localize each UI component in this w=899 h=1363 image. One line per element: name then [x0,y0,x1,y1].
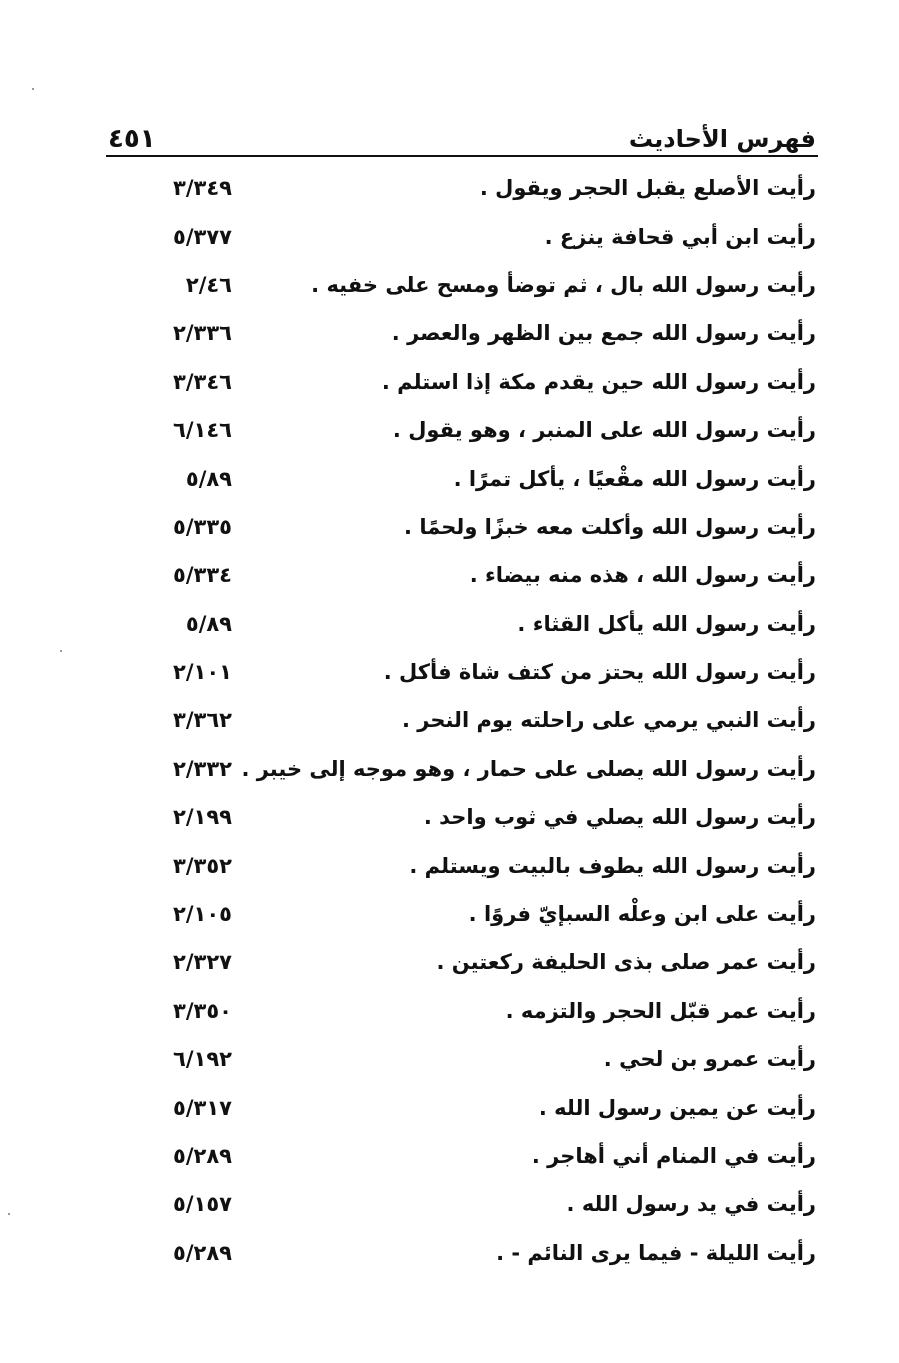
hadith-incipit: رأيت على ابن وعلْه السبإيّ فروًا . [468,902,816,927]
hadith-incipit: رأيت رسول الله ، هذه منه بيضاء . [469,563,816,588]
hadith-incipit: رأيت عن يمين رسول الله . [538,1095,816,1120]
hadith-incipit: رأيت عمر قبّل الحجر والتزمه . [505,998,816,1023]
volume-page-reference: ٥/٨٩ [185,466,232,491]
hadith-incipit: رأيت رسول الله وأكلت معه خبزًا ولحمًا . [404,514,816,539]
index-entry [150,1132,816,1180]
hadith-incipit: رأيت رسول الله يأكل القثاء . [517,611,816,636]
hadith-incipit: رأيت رسول الله على المنبر ، وهو يقول . [392,418,816,443]
volume-page-reference: ٢/٣٣٢ [173,756,232,781]
hadith-index-list [150,164,816,1277]
index-entry [150,600,816,648]
volume-page-reference: ٢/٣٢٧ [173,950,232,975]
volume-page-reference: ٣/٣٥٠ [173,998,232,1023]
page-number: ٤٥١ [108,124,156,154]
index-entry [150,1035,816,1083]
hadith-incipit: رأيت رسول الله جمع بين الظهر والعصر . [391,321,816,346]
header-divider [106,155,818,157]
hadith-incipit: رأيت رسول الله يحتز من كتف شاة فأكل . [383,660,816,685]
volume-page-reference: ٥/٣٣٥ [173,514,232,539]
volume-page-reference: ٢/١٠١ [173,660,232,685]
volume-page-reference: ٥/٨٩ [185,611,232,636]
volume-page-reference: ٥/٣٣٤ [173,563,232,588]
volume-page-reference: ٢/١٠٥ [173,902,232,927]
index-entry [150,261,816,309]
index-entry [150,164,816,212]
index-entry [150,696,816,744]
hadith-incipit: رأيت رسول الله يصلي في ثوب واحد . [423,805,816,830]
hadith-incipit: رأيت ابن أبي قحافة ينزع . [544,224,816,249]
volume-page-reference: ٥/٢٨٩ [173,1144,232,1168]
index-entry [150,503,816,551]
hadith-incipit: رأيت رسول الله يطوف بالبيت ويستلم . [409,853,816,878]
index-entry [150,406,816,454]
section-title: فهرس الأحاديث [628,125,816,153]
index-entry [150,309,816,357]
hadith-incipit: رأيت في المنام أني أهاجر . [531,1144,816,1168]
hadith-incipit: رأيت النبي يرمي على راحلته يوم النحر . [402,708,816,733]
index-entry [150,1083,816,1131]
index-entry [150,793,816,841]
hadith-incipit: رأيت رسول الله حين يقدم مكة إذا استلم . [381,369,816,394]
hadith-incipit: رأيت الليلة - فيما يرى النائم - . [496,1240,816,1265]
hadith-incipit: رأيت رسول الله بال ، ثم توضأ ومسح على خفيه . [311,272,816,297]
index-entry [150,212,816,260]
index-entry [150,454,816,502]
index-entry [150,648,816,696]
hadith-incipit: رأيت في يد رسول الله . [566,1192,816,1217]
volume-page-reference: ٥/٣٧٧ [173,224,232,249]
hadith-incipit: رأيت عمر صلى بذى الحليفة ركعتين . [436,950,816,975]
volume-page-reference: ٢/١٩٩ [173,805,232,830]
index-entry [150,1229,816,1277]
index-entry [150,841,816,889]
volume-page-reference: ٦/١٤٦ [173,418,232,443]
hadith-incipit: رأيت عمرو بن لحي . [603,1047,816,1072]
scan-speck [60,650,62,652]
volume-page-reference: ٥/١٥٧ [173,1192,232,1217]
index-entry [150,987,816,1035]
volume-page-reference: ٣/٣٥٢ [173,853,232,878]
index-entry [150,938,816,986]
hadith-incipit: رأيت رسول الله يصلى على حمار ، وهو موجه إلى خيبر . [241,756,816,781]
index-entry [150,890,816,938]
scan-speck [32,88,34,90]
volume-page-reference: ٥/٢٨٩ [173,1240,232,1265]
index-entry [150,745,816,793]
index-entry [150,358,816,406]
index-entry [150,551,816,599]
volume-page-reference: ٢/٤٦ [185,272,232,297]
volume-page-reference: ٣/٣٦٢ [173,708,232,733]
volume-page-reference: ٣/٣٤٩ [173,176,232,201]
volume-page-reference: ٦/١٩٢ [173,1047,232,1072]
index-entry [150,1180,816,1228]
scan-speck [8,1213,10,1215]
volume-page-reference: ٢/٣٣٦ [173,321,232,346]
hadith-incipit: رأيت الأصلع يقبل الحجر ويقول . [479,176,816,201]
volume-page-reference: ٣/٣٤٦ [173,369,232,394]
volume-page-reference: ٥/٣١٧ [173,1095,232,1120]
hadith-incipit: رأيت رسول الله مقْعيًا ، يأكل تمرًا . [453,466,816,491]
running-header [108,118,816,154]
